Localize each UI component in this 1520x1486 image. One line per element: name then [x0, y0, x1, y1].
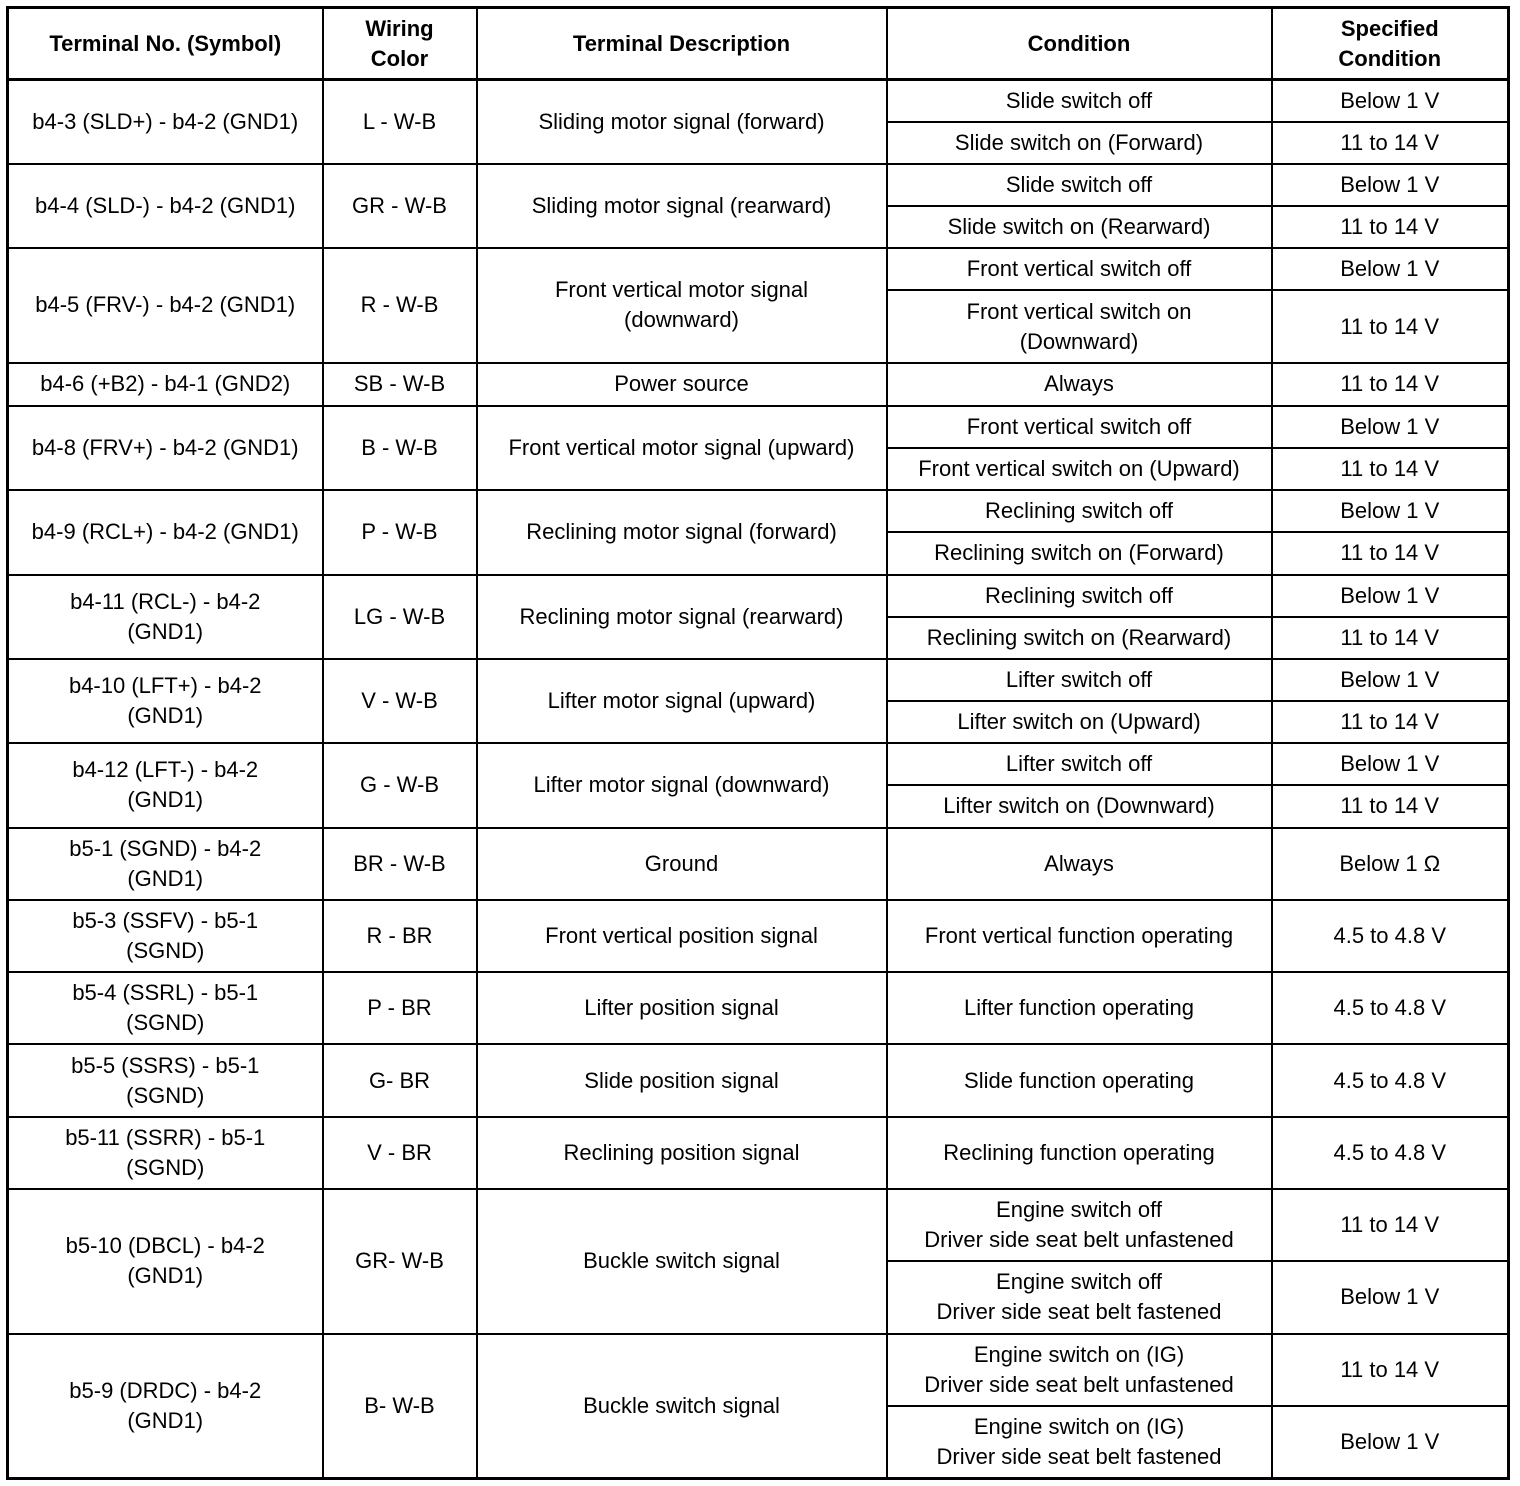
- wiring-color-cell: L - W-B: [323, 80, 477, 164]
- cell-line: Power source: [614, 371, 749, 397]
- terminal-cell: [8, 575, 323, 659]
- specified-condition-cell: 4.5 to 4.8 V: [1272, 900, 1509, 972]
- cell-line: b4-11 (RCL-) - b4-2: [70, 588, 261, 614]
- cell-line: (GND1): [127, 703, 204, 729]
- table-row: [8, 659, 1509, 701]
- description-cell: [477, 900, 887, 972]
- header-terminal: Terminal No. (Symbol): [8, 8, 323, 80]
- specified-condition-cell: 4.5 to 4.8 V: [1272, 972, 1509, 1044]
- cell-line: Reclining motor signal (rearward): [519, 603, 844, 629]
- cell-line: Driver side seat belt unfastened: [924, 1371, 1234, 1397]
- specified-condition-cell: Below 1 V: [1272, 490, 1509, 532]
- terminal-cell: [8, 80, 323, 164]
- condition-cell: [887, 1334, 1272, 1406]
- condition-cell: [887, 406, 1272, 448]
- header-description: Terminal Description: [477, 8, 887, 80]
- header-specified-line-2: Condition: [1338, 45, 1442, 71]
- specified-condition-cell: Below 1 V: [1272, 1406, 1509, 1479]
- condition-cell: [887, 701, 1272, 743]
- table-body: [8, 80, 1509, 1479]
- terminal-cell: [8, 1334, 323, 1479]
- condition-cell: [887, 164, 1272, 206]
- condition-cell: [887, 206, 1272, 248]
- specified-condition-cell: Below 1 V: [1272, 406, 1509, 448]
- wiring-color-cell: LG - W-B: [323, 575, 477, 659]
- description-cell: [477, 248, 887, 362]
- condition-cell: [887, 1406, 1272, 1479]
- specified-condition-cell: Below 1 V: [1272, 1261, 1509, 1333]
- condition-cell: [887, 490, 1272, 532]
- table-row: [8, 743, 1509, 785]
- description-cell: [477, 828, 887, 900]
- terminal-cell: [8, 363, 323, 406]
- condition-cell: [887, 1189, 1272, 1261]
- specified-condition-cell: 11 to 14 V: [1272, 122, 1509, 164]
- cell-line: (SGND): [126, 937, 205, 963]
- specified-condition-cell: Below 1 Ω: [1272, 828, 1509, 900]
- header-condition: Condition: [887, 8, 1272, 80]
- condition-cell: [887, 1117, 1272, 1189]
- table-row: [8, 248, 1509, 290]
- condition-cell: [887, 900, 1272, 972]
- wiring-color-cell: B- W-B: [323, 1334, 477, 1479]
- cell-line: Buckle switch signal: [583, 1392, 780, 1418]
- cell-line: (SGND): [126, 1082, 205, 1108]
- header-wiring-line-1: Wiring: [365, 15, 434, 41]
- cell-line: b4-4 (SLD-) - b4-2 (GND1): [35, 193, 296, 219]
- wiring-color-cell: R - BR: [323, 900, 477, 972]
- header-specified-condition: [1272, 8, 1509, 80]
- table-row: [8, 80, 1509, 122]
- table-row: [8, 164, 1509, 206]
- cell-line: b5-10 (DBCL) - b4-2: [65, 1233, 265, 1259]
- cell-line: Front vertical function operating: [924, 922, 1234, 948]
- terminal-cell: [8, 1117, 323, 1189]
- terminal-cell: [8, 659, 323, 743]
- condition-cell: [887, 1261, 1272, 1333]
- specified-condition-cell: 11 to 14 V: [1272, 448, 1509, 490]
- description-cell: [477, 80, 887, 164]
- specified-condition-cell: 11 to 14 V: [1272, 701, 1509, 743]
- condition-cell: [887, 80, 1272, 122]
- cell-line: Lifter switch off: [1005, 666, 1153, 692]
- condition-cell: [887, 290, 1272, 362]
- cell-line: Lifter motor signal (upward): [547, 688, 816, 714]
- cell-line: Slide switch off: [1005, 171, 1153, 197]
- cell-line: Reclining position signal: [563, 1139, 800, 1165]
- table-row: [8, 406, 1509, 448]
- specified-condition-cell: 11 to 14 V: [1272, 1334, 1509, 1406]
- specified-condition-cell: Below 1 V: [1272, 164, 1509, 206]
- cell-line: Driver side seat belt unfastened: [924, 1227, 1234, 1253]
- specified-condition-cell: 11 to 14 V: [1272, 206, 1509, 248]
- cell-line: Always: [1044, 850, 1114, 876]
- cell-line: b5-1 (SGND) - b4-2: [69, 835, 262, 861]
- condition-cell: [887, 122, 1272, 164]
- description-cell: [477, 363, 887, 406]
- specified-condition-cell: Below 1 V: [1272, 575, 1509, 617]
- specified-condition-cell: 11 to 14 V: [1272, 617, 1509, 659]
- table-row: [8, 490, 1509, 532]
- cell-line: b5-5 (SSRS) - b5-1: [71, 1052, 260, 1078]
- cell-line: Front vertical motor signal: [554, 277, 809, 303]
- cell-line: Lifter motor signal (downward): [533, 772, 830, 798]
- cell-line: (GND1): [127, 1407, 204, 1433]
- cell-line: Lifter switch off: [1005, 751, 1153, 777]
- cell-line: (Downward): [1019, 328, 1139, 354]
- header-wiring-line-2: Color: [370, 45, 429, 71]
- wiring-color-cell: R - W-B: [323, 248, 477, 362]
- cell-line: b4-9 (RCL+) - b4-2 (GND1): [31, 519, 299, 545]
- cell-line: Slide switch on (Rearward): [947, 214, 1211, 240]
- wiring-color-cell: GR- W-B: [323, 1189, 477, 1334]
- specified-condition-cell: 11 to 14 V: [1272, 785, 1509, 827]
- cell-line: Lifter function operating: [964, 995, 1194, 1021]
- cell-line: Reclining switch off: [985, 498, 1173, 524]
- header-wiring-color: [323, 8, 477, 80]
- table-row: [8, 972, 1509, 1044]
- cell-line: Sliding motor signal (rearward): [531, 193, 832, 219]
- specified-condition-cell: 4.5 to 4.8 V: [1272, 1117, 1509, 1189]
- cell-line: Slide switch on (Forward): [954, 129, 1204, 155]
- cell-line: b4-3 (SLD+) - b4-2 (GND1): [32, 108, 299, 134]
- terminal-cell: [8, 972, 323, 1044]
- cell-line: (SGND): [126, 1154, 205, 1180]
- cell-line: (GND1): [127, 1263, 204, 1289]
- description-cell: [477, 1044, 887, 1116]
- cell-line: Front vertical switch on (Upward): [918, 456, 1240, 482]
- description-cell: [477, 1189, 887, 1334]
- terminal-cell: [8, 900, 323, 972]
- wiring-color-cell: BR - W-B: [323, 828, 477, 900]
- description-cell: [477, 164, 887, 248]
- specified-condition-cell: 4.5 to 4.8 V: [1272, 1044, 1509, 1116]
- cell-line: b4-6 (+B2) - b4-1 (GND2): [40, 371, 291, 397]
- wiring-color-cell: SB - W-B: [323, 363, 477, 406]
- cell-line: (GND1): [127, 787, 204, 813]
- header-row: [8, 8, 1509, 80]
- table-row: [8, 828, 1509, 900]
- wiring-color-cell: P - BR: [323, 972, 477, 1044]
- table-row: [8, 575, 1509, 617]
- cell-line: b4-12 (LFT-) - b4-2: [72, 757, 259, 783]
- cell-line: Lifter switch on (Upward): [957, 709, 1201, 735]
- wiring-color-cell: V - BR: [323, 1117, 477, 1189]
- cell-line: Lifter switch on (Downward): [943, 793, 1215, 819]
- cell-line: Always: [1044, 371, 1114, 397]
- cell-line: (SGND): [126, 1010, 205, 1036]
- cell-line: Reclining motor signal (forward): [526, 519, 837, 545]
- cell-line: Slide function operating: [964, 1067, 1194, 1093]
- table-row: [8, 363, 1509, 406]
- cell-line: Driver side seat belt fastened: [936, 1443, 1222, 1469]
- cell-line: Reclining function operating: [943, 1139, 1215, 1165]
- cell-line: Reclining switch on (Rearward): [926, 624, 1232, 650]
- condition-cell: [887, 248, 1272, 290]
- description-cell: [477, 575, 887, 659]
- cell-line: Front vertical switch on: [966, 298, 1192, 324]
- terminal-cell: [8, 1189, 323, 1334]
- terminal-cell: [8, 490, 323, 574]
- specified-condition-cell: Below 1 V: [1272, 80, 1509, 122]
- wiring-color-cell: G- BR: [323, 1044, 477, 1116]
- cell-line: b5-11 (SSRR) - b5-1: [65, 1124, 266, 1150]
- specified-condition-cell: Below 1 V: [1272, 743, 1509, 785]
- description-cell: [477, 490, 887, 574]
- wiring-color-cell: G - W-B: [323, 743, 477, 827]
- cell-line: Sliding motor signal (forward): [538, 108, 825, 134]
- cell-line: b4-5 (FRV-) - b4-2 (GND1): [35, 292, 296, 318]
- cell-line: Lifter position signal: [584, 995, 779, 1021]
- condition-cell: [887, 828, 1272, 900]
- condition-cell: [887, 743, 1272, 785]
- condition-cell: [887, 363, 1272, 406]
- terminal-cell: [8, 164, 323, 248]
- cell-line: Engine switch off: [996, 1197, 1162, 1223]
- description-cell: [477, 743, 887, 827]
- condition-cell: [887, 659, 1272, 701]
- header-specified-line-1: Specified: [1340, 15, 1439, 41]
- condition-cell: [887, 785, 1272, 827]
- specified-condition-cell: 11 to 14 V: [1272, 1189, 1509, 1261]
- cell-line: b5-4 (SSRL) - b5-1: [72, 980, 259, 1006]
- wiring-color-cell: B - W-B: [323, 406, 477, 490]
- cell-line: Engine switch on (IG): [973, 1341, 1185, 1367]
- condition-cell: [887, 448, 1272, 490]
- cell-line: Driver side seat belt fastened: [936, 1299, 1222, 1325]
- terminal-cell: [8, 248, 323, 362]
- table-row: [8, 1334, 1509, 1406]
- cell-line: Ground: [644, 850, 719, 876]
- cell-line: Reclining switch off: [985, 582, 1173, 608]
- cell-line: Front vertical switch off: [966, 256, 1192, 282]
- cell-line: b5-9 (DRDC) - b4-2: [69, 1377, 262, 1403]
- specified-condition-cell: 11 to 14 V: [1272, 363, 1509, 406]
- wiring-color-cell: P - W-B: [323, 490, 477, 574]
- cell-line: b5-3 (SSFV) - b5-1: [72, 907, 259, 933]
- terminal-cell: [8, 743, 323, 827]
- terminal-cell: [8, 1044, 323, 1116]
- cell-line: Reclining switch on (Forward): [934, 540, 1224, 566]
- cell-line: Engine switch off: [996, 1269, 1162, 1295]
- table-row: [8, 1044, 1509, 1116]
- cell-line: Buckle switch signal: [583, 1248, 780, 1274]
- table-row: [8, 1189, 1509, 1261]
- condition-cell: [887, 575, 1272, 617]
- wiring-color-cell: GR - W-B: [323, 164, 477, 248]
- cell-line: (downward): [624, 307, 739, 333]
- table-row: [8, 1117, 1509, 1189]
- description-cell: [477, 406, 887, 490]
- specified-condition-cell: 11 to 14 V: [1272, 532, 1509, 574]
- specified-condition-cell: 11 to 14 V: [1272, 290, 1509, 362]
- cell-line: Slide position signal: [584, 1067, 779, 1093]
- cell-line: (GND1): [127, 865, 204, 891]
- cell-line: (GND1): [127, 618, 204, 644]
- cell-line: Front vertical motor signal (upward): [508, 435, 855, 460]
- cell-line: Engine switch on (IG): [973, 1413, 1185, 1439]
- description-cell: [477, 972, 887, 1044]
- terminal-cell: [8, 406, 323, 490]
- specified-condition-cell: Below 1 V: [1272, 248, 1509, 290]
- description-cell: [477, 1117, 887, 1189]
- cell-line: Front vertical position signal: [545, 922, 818, 948]
- cell-line: b4-8 (FRV+) - b4-2 (GND1): [31, 435, 299, 460]
- cell-line: Slide switch off: [1005, 87, 1153, 113]
- condition-cell: [887, 532, 1272, 574]
- cell-line: b4-10 (LFT+) - b4-2: [68, 673, 262, 699]
- table-row: [8, 900, 1509, 972]
- cell-line: Front vertical switch off: [966, 413, 1192, 439]
- condition-cell: [887, 972, 1272, 1044]
- condition-cell: [887, 617, 1272, 659]
- condition-cell: [887, 1044, 1272, 1116]
- description-cell: [477, 1334, 887, 1479]
- terminal-cell: [8, 828, 323, 900]
- description-cell: [477, 659, 887, 743]
- terminal-spec-table: [6, 6, 1510, 1480]
- wiring-color-cell: V - W-B: [323, 659, 477, 743]
- specified-condition-cell: Below 1 V: [1272, 659, 1509, 701]
